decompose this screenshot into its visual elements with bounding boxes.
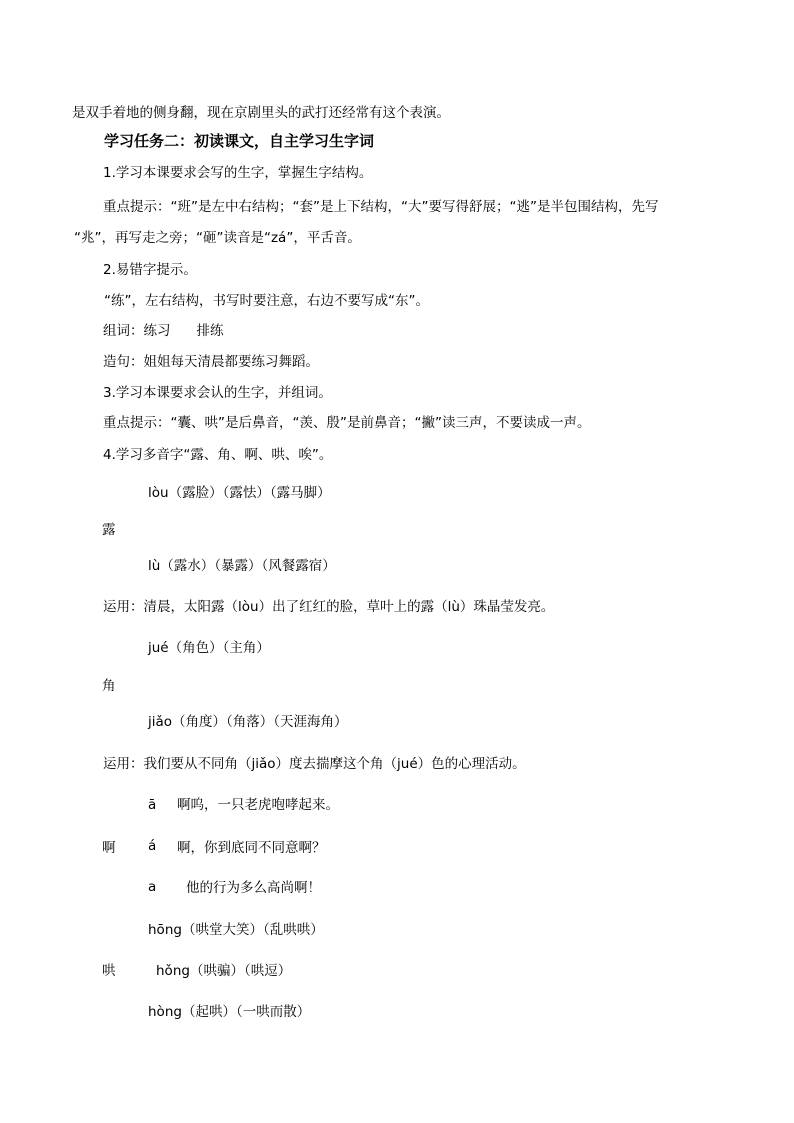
item3-title: 3.学习本课要求会认的生字，并组词。 bbox=[103, 385, 332, 401]
a-text-1: 啊呜，一只老虎咆哮起来。 bbox=[177, 797, 339, 813]
a-pinyin-1: ā bbox=[148, 797, 157, 813]
jiao-usage: 运用：我们要从不同角（jiǎo）度去揣摩这个角（jué）色的心理活动。 bbox=[103, 756, 526, 772]
item2-words bbox=[103, 321, 224, 341]
word-2: 排练 bbox=[196, 323, 224, 339]
lu-char: 露 bbox=[102, 522, 116, 538]
lu-usage: 运用：清晨，太阳露（lòu）出了红红的脸，草叶上的露（lù）珠晶莹发亮。 bbox=[103, 599, 555, 615]
item1-tip-line2: “兆”，再写走之旁；“砸”读音是“zá”，平舌音。 bbox=[74, 230, 361, 246]
section-title: 学习任务二：初读课文，自主学习生字词 bbox=[104, 132, 375, 150]
item2-note: “练”，左右结构，书写时要注意，右边不要写成“东”。 bbox=[104, 293, 429, 309]
item2-sentence: 造句：姐姐每天清晨都要练习舞蹈。 bbox=[103, 354, 319, 370]
a-text-3: 他的行为多么高尚啊！ bbox=[186, 880, 321, 896]
hong-char: 哄 bbox=[102, 963, 116, 979]
hong-reading-1: hōng（哄堂大笑）（乱哄哄） bbox=[148, 922, 324, 938]
jiao-reading-2: jiǎo（角度）（角落）（天涯海角） bbox=[148, 714, 348, 730]
words-label: 组词： bbox=[103, 323, 144, 339]
a-pinyin-3: a bbox=[148, 879, 157, 895]
hong-reading-3: hòng（起哄）（一哄而散） bbox=[148, 1004, 311, 1020]
item2-title: 2.易错字提示。 bbox=[103, 262, 197, 278]
jiao-char: 角 bbox=[102, 678, 116, 694]
a-text-2: 啊，你到底同不同意啊？ bbox=[177, 840, 326, 856]
item1-title: 1.学习本课要求会写的生字，掌握生字结构。 bbox=[103, 165, 373, 181]
a-char: 啊 bbox=[102, 840, 116, 856]
item1-tip-line1: 重点提示：“班”是左中右结构；“套”是上下结构，“大”要写得舒展；“逃”是半包围结构，先写 bbox=[103, 199, 659, 215]
hong-reading-2: hǒng（哄骗）（哄逗） bbox=[156, 963, 292, 979]
a-pinyin-2: á bbox=[148, 838, 157, 854]
item3-tip: 重点提示：“囊、哄”是后鼻音，“羡、殷”是前鼻音；“撇”读三声，不要读成一声。 bbox=[103, 415, 591, 431]
intro-line: 是双手着地的侧身翻，现在京剧里头的武打还经常有这个表演。 bbox=[72, 105, 450, 121]
item4-title: 4.学习多音字“露、角、啊、哄、唉”。 bbox=[103, 447, 333, 463]
lu-reading-2: lù（露水）（暴露）（风餐露宿） bbox=[148, 558, 336, 574]
lu-reading-1: lòu（露脸）（露怯）（露马脚） bbox=[148, 485, 331, 501]
jiao-reading-1: jué（角色）（主角） bbox=[148, 640, 270, 656]
word-1: 练习 bbox=[143, 323, 171, 339]
